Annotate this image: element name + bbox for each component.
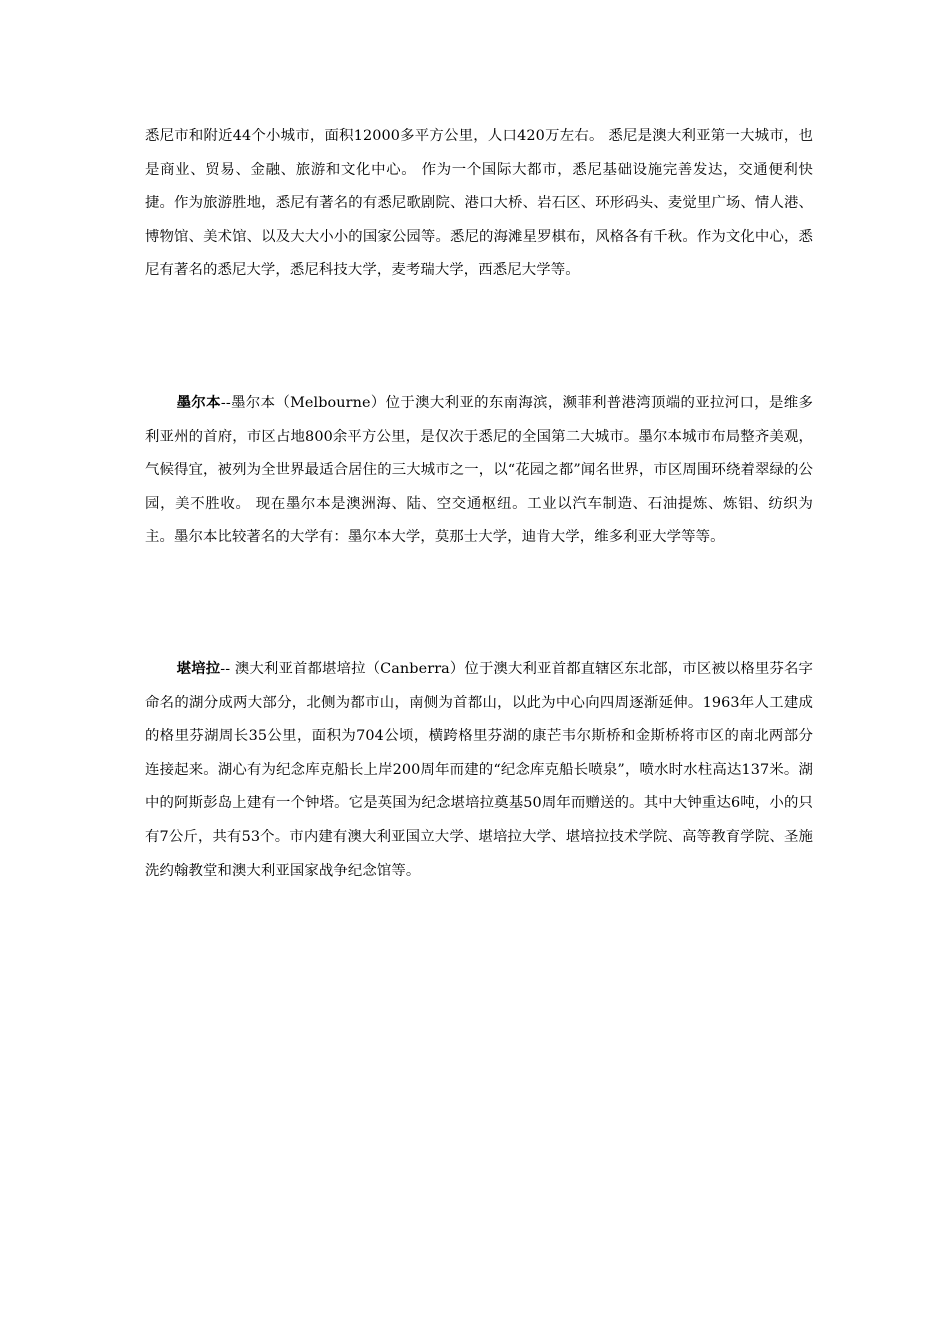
melbourne-heading: 墨尔本 [176,395,221,411]
sydney-text: 悉尼市和附近44个小城市，面积12000多平方公里，人口420万左右。 悉尼是澳大利亚第一大城市，也是商业、贸易、金融、旅游和文化中心。 作为一个国际大都市，悉尼基础设施完善发达，交通便利快捷。作为旅游胜地，悉尼有著名的有悉尼歌剧院、港口大桥、岩石区、环形码头、麦觉里广场、情人港、博物馆、美术馆、以及大大小小的国家公园等。悉尼的海滩星罗棋布，风格各有千秋。作为文化中心，悉尼有著名的悉尼大学，悉尼科技大学，麦考瑞大学，西悉尼大学等。 [145,128,813,279]
sydney-paragraph [145,120,813,288]
canberra-text: -- 澳大利亚首都堪培拉（Canberra）位于澳大利亚首都直辖区东北部，市区被以格里芬名字命名的湖分成两大部分，北侧为都市山，南侧为首都山，以此为中心向四周逐渐延伸。1963年人工建成的格里芬湖周长35公里，面积为704公顷，横跨格里芬湖的康芒韦尔斯桥和金斯桥将市区的南北两部分连接起来。湖心有为纪念库克船长上岸200周年而建的“纪念库克船长喷泉”，喷水时水柱高达137米。湖中的阿斯彭岛上建有一个钟塔。它是英国为纪念堪培拉奠基50周年而赠送的。其中大钟重达6吨，小的只有7公斤，共有53个。市内建有澳大利亚国立大学、堪培拉大学、堪培拉技术学院、高等教育学院、圣施洗约翰教堂和澳大利亚国家战争纪念馆等。 [145,661,813,879]
canberra-paragraph [145,653,813,888]
melbourne-text: --墨尔本（Melbourne）位于澳大利亚的东南海滨，濒菲利普港湾顶端的亚拉河口，是维多利亚州的首府，市区占地800余平方公里，是仅次于悉尼的全国第二大城市。墨尔本城市布局整齐美观，气候得宜，被列为全世界最适合居住的三大城市之一，以“花园之都”闻名世界，市区周围环绕着翠绿的公园，美不胜收。 现在墨尔本是澳洲海、陆、空交通枢纽。工业以汽车制造、石油提炼、炼铝、纺织为主。墨尔本比较著名的大学有：墨尔本大学，莫那士大学，迪肯大学，维多利亚大学等等。 [145,395,813,546]
canberra-heading: 堪培拉 [176,661,221,677]
melbourne-paragraph [145,387,813,555]
